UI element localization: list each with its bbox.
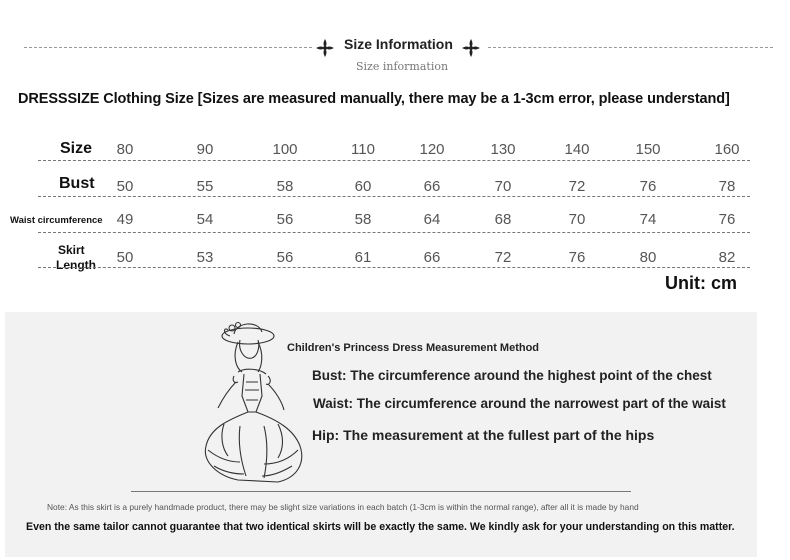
table-cell: 70 xyxy=(568,211,586,228)
header-divider-left xyxy=(24,47,312,48)
row-label-waist: Waist circumference xyxy=(10,215,103,226)
table-cell: 74 xyxy=(639,211,657,228)
measurement-method-title: Children's Princess Dress Measurement Method xyxy=(287,342,540,354)
measurement-hip: Hip: The measurement at the fullest part of the hips xyxy=(312,427,655,443)
table-cell: 58 xyxy=(354,211,372,228)
table-cell: 50 xyxy=(116,249,134,266)
table-cell: 49 xyxy=(116,211,134,228)
table-cell: 76 xyxy=(568,249,586,266)
table-cell: 82 xyxy=(718,249,736,266)
row-label-skirt-length-2: Length xyxy=(56,258,96,272)
row-divider xyxy=(38,160,750,161)
row-label-skirt-length-1: Skirt xyxy=(58,243,85,257)
table-cell: 100 xyxy=(272,141,298,158)
tailor-note: Even the same tailor cannot guarantee that two identical skirts will be exactly the same. We kindly ask for your understanding on this matter. xyxy=(26,521,735,533)
table-cell: 56 xyxy=(276,211,294,228)
table-cell: 50 xyxy=(116,178,134,195)
header-divider-right xyxy=(488,47,773,48)
row-label-bust: Bust xyxy=(59,175,95,192)
table-cell: 76 xyxy=(718,211,736,228)
table-cell: 56 xyxy=(276,249,294,266)
row-label-size: Size xyxy=(60,140,93,157)
table-cell: 66 xyxy=(423,249,441,266)
table-cell: 60 xyxy=(354,178,372,195)
page-title: Size Information xyxy=(344,36,453,52)
table-cell: 70 xyxy=(494,178,512,195)
row-divider xyxy=(38,196,750,197)
size-intro-text: DRESSSIZE Clothing Size [Sizes are measured manually, there may be a 1-3cm error, please understand] xyxy=(18,91,730,107)
table-cell: 110 xyxy=(351,141,375,158)
table-cell: 80 xyxy=(639,249,657,266)
table-cell: 90 xyxy=(196,141,214,158)
table-cell: 140 xyxy=(564,141,590,158)
unit-label: Unit: cm xyxy=(665,273,737,293)
fleur-ornament-icon xyxy=(314,37,336,59)
measurement-bust: Bust: The circumference around the highest point of the chest xyxy=(312,368,712,383)
table-cell: 72 xyxy=(494,249,512,266)
table-cell: 78 xyxy=(718,178,736,195)
panel-divider xyxy=(131,491,631,492)
row-divider xyxy=(38,232,750,233)
table-cell: 53 xyxy=(196,249,214,266)
page-subtitle: Size information xyxy=(356,60,449,73)
table-cell: 160 xyxy=(714,141,740,158)
table-cell: 76 xyxy=(639,178,657,195)
table-cell: 61 xyxy=(354,249,372,266)
measurement-waist: Waist: The circumference around the narrowest part of the waist xyxy=(313,396,726,411)
table-cell: 54 xyxy=(196,211,214,228)
table-cell: 72 xyxy=(568,178,586,195)
table-cell: 64 xyxy=(423,211,441,228)
row-divider xyxy=(38,267,750,268)
table-cell: 150 xyxy=(635,141,661,158)
table-cell: 58 xyxy=(276,178,294,195)
table-cell: 55 xyxy=(196,178,214,195)
table-cell: 130 xyxy=(490,141,516,158)
table-cell: 80 xyxy=(116,141,134,158)
table-cell: 120 xyxy=(419,141,445,158)
fleur-ornament-icon xyxy=(460,37,482,59)
handmade-note: Note: As this skirt is a purely handmade product, there may be slight size variations in each batch (1-3cm is within the normal range), after all it is made by hand xyxy=(47,502,639,512)
table-cell: 66 xyxy=(423,178,441,195)
table-cell: 68 xyxy=(494,211,512,228)
